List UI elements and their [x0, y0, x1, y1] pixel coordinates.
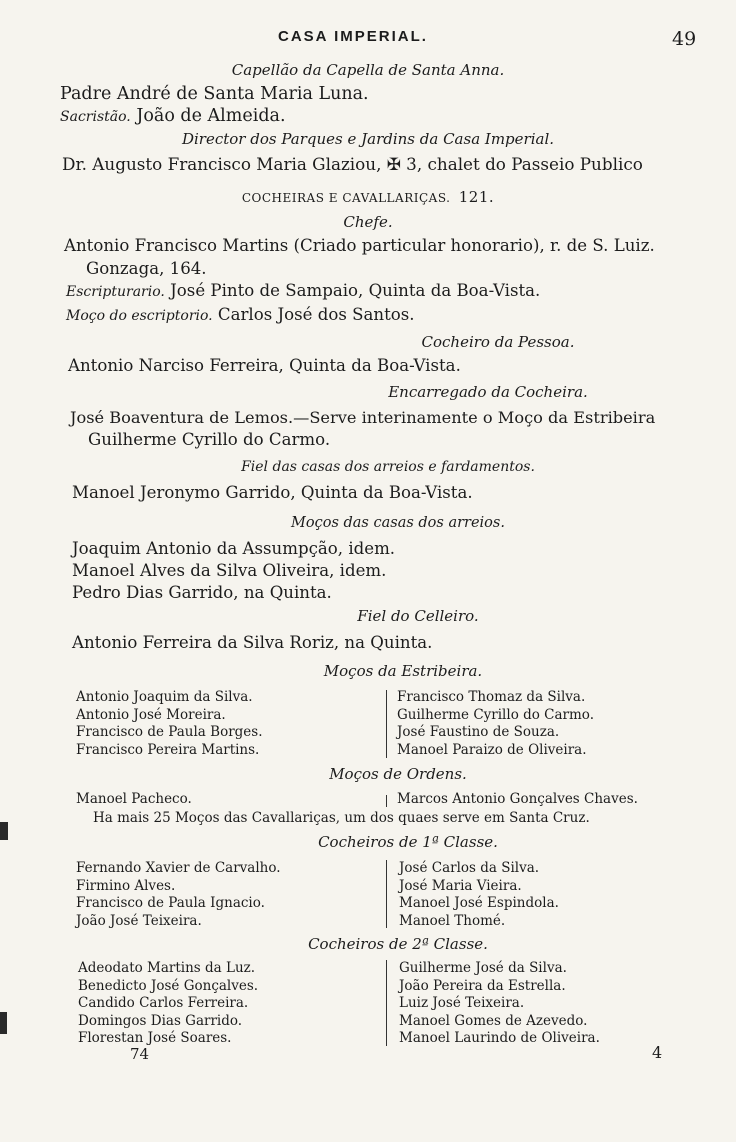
list-item: Domingos Dias Garrido.: [78, 1012, 243, 1029]
list-item: Antonio José Moreira.: [76, 706, 226, 723]
column-divider: [386, 795, 387, 807]
moco-escriptorio-label: Moço do escriptorio.: [66, 308, 213, 324]
escripturario-name: José Pinto de Sampaio, Quinta da Boa-Vista.: [170, 281, 541, 300]
encarregado-line-1: José Boaventura de Lemos.—Serve interinamente o Moço da Estribeira: [70, 408, 656, 427]
list-item: Firmino Alves.: [76, 877, 176, 894]
encarregado-line-2: Guilherme Cyrillo do Carmo.: [88, 430, 331, 449]
running-title: CASA IMPERIAL.: [278, 28, 428, 45]
subheading-mocos-arreios: Moços das casas dos arreios.: [291, 515, 505, 531]
capellao-line: Padre André de Santa Maria Luna.: [60, 84, 369, 104]
column-divider: [386, 860, 387, 928]
cocheiros-2-right-column: [399, 960, 600, 1048]
list-item: Francisco Thomaz da Silva.: [397, 689, 586, 705]
page-number: 49: [672, 28, 697, 50]
sacristao-line: [60, 106, 286, 126]
list-item: Manoel Laurindo de Oliveira.: [399, 1030, 600, 1046]
list-item: Luiz José Teixeira.: [399, 995, 525, 1011]
list-item: Candido Carlos Ferreira.: [78, 995, 249, 1011]
signature-mark-right: 4: [652, 1043, 663, 1062]
moco-escriptorio-name: Carlos José dos Santos.: [217, 305, 415, 324]
mocos-arreios-1: Joaquim Antonio da Assumpção, idem.: [72, 539, 396, 558]
list-item: João José Teixeira.: [76, 912, 202, 929]
list-item: Manoel José Espindola.: [399, 895, 559, 911]
ordens-right: Marcos Antonio Gonçalves Chaves.: [397, 791, 638, 807]
binding-mark: [0, 1012, 7, 1034]
column-divider: [386, 690, 387, 758]
subheading-encarregado: Encarregado da Cocheira.: [388, 383, 588, 401]
list-item: Francisco de Paula Ignacio.: [76, 895, 265, 911]
cocheiras-title: COCHEIRAS E CAVALLARIÇAS.: [241, 191, 451, 205]
cocheiro-pessoa-line: Antonio Narciso Ferreira, Quinta da Boa-Vista.: [68, 356, 461, 375]
list-item: José Carlos da Silva.: [399, 860, 540, 876]
sacristao-label: Sacristão.: [60, 109, 131, 125]
list-item: Antonio Joaquim da Silva.: [76, 689, 253, 705]
estribeira-left-column: [76, 689, 263, 759]
list-item: Francisco de Paula Borges.: [76, 724, 263, 740]
cocheiros-1-left-column: [76, 860, 281, 930]
subheading-chefe: Chefe.: [343, 213, 393, 231]
escripturario-label: Escripturario.: [66, 284, 165, 300]
list-item: Fernando Xavier de Carvalho.: [76, 860, 281, 876]
subheading-fiel-celleiro: Fiel do Celleiro.: [357, 607, 479, 625]
cocheiros-2-left-column: [78, 960, 258, 1048]
list-item: Adeodato Martins da Luz.: [78, 960, 256, 976]
list-item: Manoel Paraizo de Oliveira.: [397, 741, 587, 758]
escripturario-line: [66, 281, 540, 300]
chefe-line-1: Antonio Francisco Martins (Criado particular honorario), r. de S. Luiz.: [64, 236, 655, 255]
subheading-estribeira: Moços da Estribeira.: [323, 662, 483, 680]
subheading-cocheiros-1: Cocheiros de 1ª Classe.: [318, 833, 498, 851]
subheading-ordens: Moços de Ordens.: [329, 765, 467, 783]
sacristao-name: João de Almeida.: [136, 106, 286, 126]
list-item: Guilherme José da Silva.: [399, 960, 567, 976]
column-divider: [386, 960, 387, 1046]
subheading-cocheiro-pessoa: Cocheiro da Pessoa.: [421, 333, 575, 351]
cocheiras-number: 121.: [458, 188, 495, 206]
list-item: Benedicto José Gonçalves.: [78, 977, 259, 994]
list-item: José Faustino de Souza.: [397, 724, 560, 740]
fiel-casas-line: Manoel Jeronymo Garrido, Quinta da Boa-Vista.: [72, 483, 473, 502]
director-line: Dr. Augusto Francisco Maria Glaziou, ✠ 3, chalet do Passeio Publico: [62, 154, 643, 174]
signature-mark-left: 74: [130, 1045, 150, 1063]
list-item: Guilherme Cyrillo do Carmo.: [397, 706, 594, 723]
subheading-fiel-casas: Fiel das casas dos arreios e fardamentos.: [241, 459, 535, 475]
ordens-left: Manoel Pacheco.: [76, 791, 192, 807]
cocheiros-1-right-column: [399, 860, 559, 930]
fiel-celleiro-line: Antonio Ferreira da Silva Roriz, na Quinta.: [72, 633, 433, 652]
section-heading-cocheiras: [0, 188, 736, 206]
list-item: Florestan José Soares.: [78, 1030, 232, 1046]
moco-escriptorio-line: [66, 305, 415, 324]
list-item: Manoel Thomé.: [399, 912, 506, 929]
section-heading-parques: Director dos Parques e Jardins da Casa Imperial.: [181, 130, 555, 148]
list-item: João Pereira da Estrella.: [399, 977, 566, 994]
chefe-line-2: Gonzaga, 164.: [86, 259, 207, 278]
list-item: Manoel Gomes de Azevedo.: [399, 1012, 588, 1029]
estribeira-right-column: [397, 689, 594, 759]
ordens-note: Ha mais 25 Moços das Cavallariças, um dos quaes serve em Santa Cruz.: [93, 810, 590, 826]
subheading-cocheiros-2: Cocheiros de 2ª Classe.: [308, 935, 488, 953]
binding-mark: [0, 822, 8, 840]
mocos-arreios-3: Pedro Dias Garrido, na Quinta.: [72, 583, 332, 602]
section-heading-capellao: Capellão da Capella de Santa Anna.: [231, 61, 505, 79]
mocos-arreios-2: Manoel Alves da Silva Oliveira, idem.: [72, 561, 387, 580]
list-item: José Maria Vieira.: [399, 877, 522, 894]
list-item: Francisco Pereira Martins.: [76, 741, 260, 758]
